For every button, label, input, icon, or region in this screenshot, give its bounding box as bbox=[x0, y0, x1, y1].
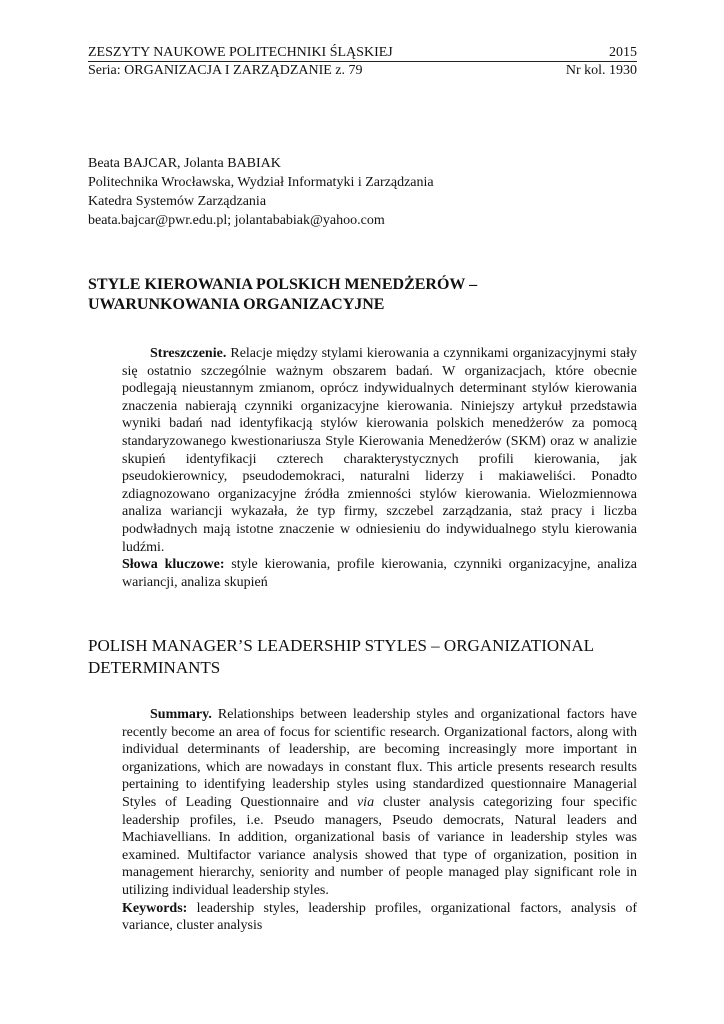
author-emails: beata.bajcar@pwr.edu.pl; jolantababiak@yahoo.com bbox=[88, 213, 385, 228]
english-abstract-italic: via bbox=[356, 794, 375, 810]
polish-abstract-text: Relacje między stylami kierowania a czynnikami organizacyjnymi stały się ostatnio szczególnie ważnym obszarem badań. W organizacjach, które obecnie podlegają nieustannym zmianom, oprócz indywidualnych determinant stylów kierowania znaczenia nabierają czynniki organizacyjne kierowania. Niniejszy artykuł przedstawia wyniki badań nad identyfikacją stylów kierowania polskich menedżerów za pomocą standaryzowanego kwestionariusza Style Kierowania Menedżerów (SKM) oraz w analizie skupień identyfikacji czterech charakterystycznych profili kierowania, jak pseudokierownicy, pseudodemokraci, naturalni liderzy i makiaweliści. Ponadto zdiagnozowano organizacyjne źródła zmienności stylów kierowania. Wielozmiennowa analiza wariancji wykazała, że typ firmy, szczebel zarządzania, staż pracy i liczba podwładnych mają istotne znaczenie w odniesieniu do indywidualnego stylu kierowania ludźmi. bbox=[122, 346, 637, 555]
running-header-line-2 bbox=[88, 62, 637, 80]
english-abstract-label: Summary. bbox=[150, 707, 212, 722]
author-block bbox=[88, 154, 434, 230]
polish-keywords-label: Słowa kluczowe: bbox=[122, 557, 225, 573]
journal-name: ZESZYTY NAUKOWE POLITECHNIKI ŚLĄSKIEJ bbox=[88, 45, 393, 60]
polish-keywords bbox=[122, 556, 637, 591]
polish-title-line-1: STYLE KIEROWANIA POLSKICH MENEDŻERÓW – bbox=[88, 276, 478, 293]
english-title-line-1: POLISH MANAGER’S LEADERSHIP STYLES – ORGANIZATIONAL bbox=[88, 636, 595, 655]
series-name: Seria: ORGANIZACJA I ZARZĄDZANIE z. 79 bbox=[88, 63, 363, 78]
english-keywords-label: Keywords: bbox=[122, 900, 188, 916]
publication-year: 2015 bbox=[609, 45, 637, 60]
english-abstract-paragraph bbox=[122, 706, 637, 900]
english-keywords-text: leadership styles, leadership profiles, organizational factors, analysis of variance, cluster analysis bbox=[122, 900, 637, 934]
english-keywords bbox=[122, 900, 637, 935]
author-names: Beata BAJCAR, Jolanta BABIAK bbox=[88, 156, 281, 171]
running-header-line-1 bbox=[88, 44, 637, 62]
polish-title-line-2: UWARUNKOWANIA ORGANIZACYJNE bbox=[88, 296, 385, 313]
author-institution: Politechnika Wrocławska, Wydział Informatyki i Zarządzania bbox=[88, 175, 434, 190]
english-title-line-2: DETERMINANTS bbox=[88, 658, 221, 677]
english-abstract-text-1: Relationships between leadership styles and organizational factors have recently become an area of focus for scientific research. Organizational factors, along with individual determinants of leadership, are becoming increasingly more important in organizations, which are nowadays in constant flux. This article presents research results pertaining to identifying leadership styles using standardized questionnaire Managerial Styles of Leading Questionnaire and bbox=[122, 707, 637, 810]
polish-title bbox=[88, 275, 648, 315]
english-abstract-text-2: cluster analysis categorizing four specific leadership profiles, i.e. Pseudo managers, Pseudo democrats, Natural leaders and Machiavellians. In addition, organizational basis of variance in leadership styles was examined. Multifactor variance analysis showed that type of organization, position in management hierarchy, seniority and number of people managed play significant role in utilizing individual leadership styles. bbox=[122, 794, 637, 898]
polish-abstract-paragraph bbox=[122, 345, 637, 556]
polish-abstract bbox=[122, 345, 637, 591]
author-department: Katedra Systemów Zarządzania bbox=[88, 194, 267, 209]
polish-keywords-text: style kierowania, profile kierowania, czynniki organizacyjne, analiza wariancji, analiza skupień bbox=[122, 557, 637, 590]
english-title bbox=[88, 635, 648, 679]
issue-number: Nr kol. 1930 bbox=[565, 63, 637, 78]
english-abstract bbox=[122, 706, 637, 935]
polish-abstract-label: Streszczenie. bbox=[150, 346, 227, 361]
